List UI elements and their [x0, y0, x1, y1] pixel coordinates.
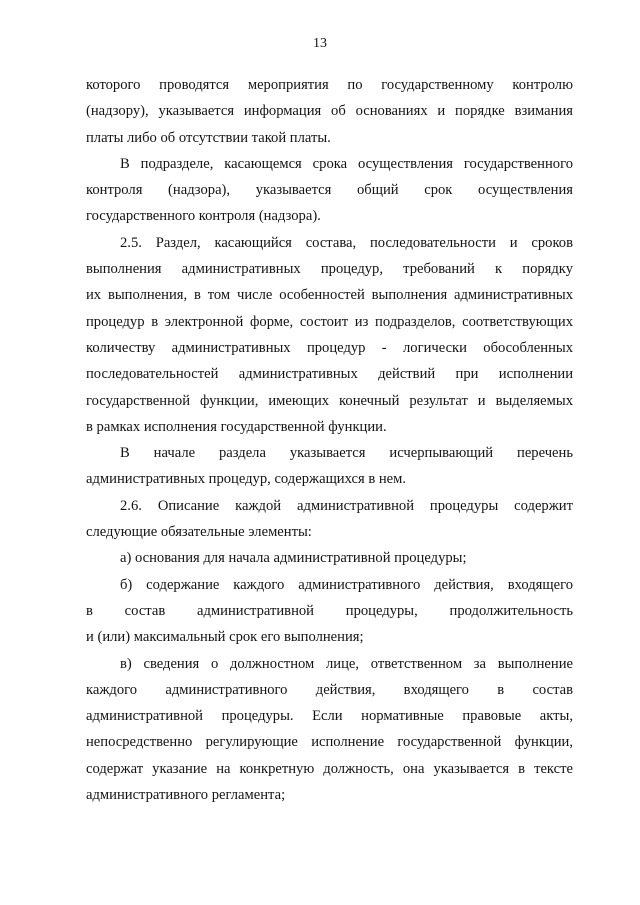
text-line: следующие обязательные элементы: [86, 524, 312, 541]
text-line: (надзору), указывается информация об основаниях и порядке взимания [86, 103, 573, 120]
body-text [86, 72, 573, 808]
text-line: в состав административной процедуры, продолжительность [86, 602, 573, 619]
text-line: государственной функции, имеющих конечный результат и выделяемых [86, 392, 573, 409]
text-line: которого проводятся мероприятия по государственному контролю [86, 77, 573, 93]
text-line: административной процедуры. Если нормативные правовые акты, [86, 708, 573, 725]
text-line: платы либо об отсутствии такой платы. [86, 129, 331, 146]
text-line: их выполнения, в том числе особенностей выполнения административных [86, 287, 573, 304]
text-line: контроля (надзора), указывается общий срок осуществления [86, 182, 573, 199]
text-line: В начале раздела указывается исчерпывающий перечень [120, 445, 573, 462]
page-number: 13 [313, 36, 327, 51]
text-line: 2.6. Описание каждой административной процедуры содержит [120, 497, 573, 514]
text-line: в рамках исполнения государственной функции. [86, 418, 387, 435]
text-line: 2.5. Раздел, касающийся состава, последовательности и сроков [120, 234, 573, 251]
text-line: процедур в электронной форме, состоит из подразделов, соответствующих [86, 313, 573, 330]
text-line: количеству административных процедур - логически обособленных [86, 339, 573, 356]
text-line: выполнения административных процедур, требований к порядку [86, 261, 573, 278]
text-line: административного регламента; [86, 787, 286, 804]
text-line: В подразделе, касающемся срока осуществления государственного [120, 155, 573, 172]
text-line: содержат указание на конкретную должность, она указывается в тексте [86, 760, 573, 777]
text-line: непосредственно регулирующие исполнение государственной функции, [86, 734, 573, 751]
text-line: последовательностей административных действий при исполнении [86, 366, 573, 383]
text-line: каждого административного действия, входящего в состав [86, 681, 573, 698]
text-line: и (или) максимальный срок его выполнения; [86, 629, 364, 646]
text-line: государственного контроля (надзора). [86, 208, 321, 225]
text-line: б) содержание каждого административного действия, входящего [120, 576, 573, 593]
text-line: административных процедур, содержащихся в нем. [86, 471, 407, 488]
text-line: а) основания для начала административной процедуры; [120, 550, 467, 567]
text-line: в) сведения о должностном лице, ответственном за выполнение [120, 655, 573, 672]
